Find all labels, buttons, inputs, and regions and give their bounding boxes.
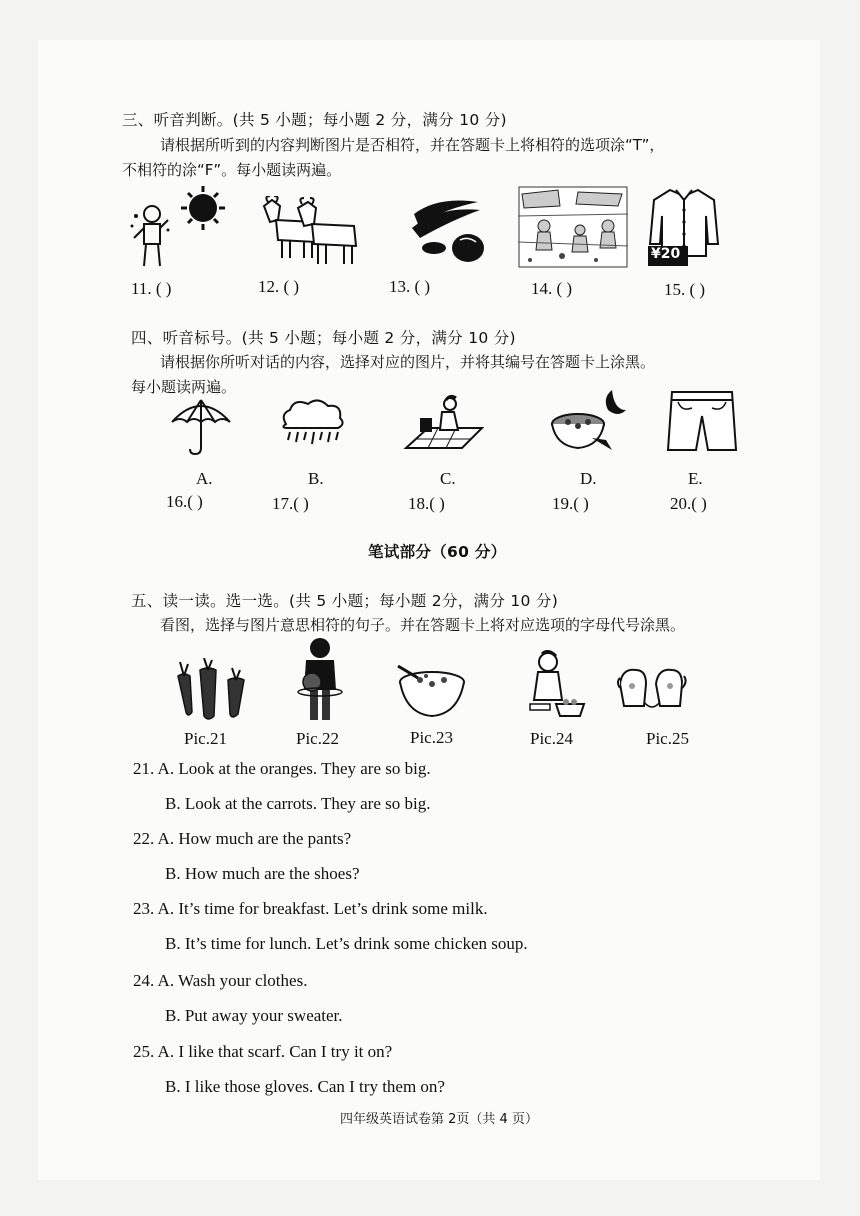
q21-option-a: 21. A. Look at the oranges. They are so big. — [133, 759, 431, 778]
soup-bowl-picture — [396, 662, 468, 720]
picnic-girl-picture — [402, 392, 484, 452]
goats-picture — [258, 196, 360, 266]
q21-option-b: B. Look at the carrots. They are so big. — [165, 794, 431, 813]
q25-option-a: 25. A. I like that scarf. Can I try it on? — [133, 1042, 393, 1061]
umbrella-picture — [168, 394, 234, 456]
q23-option-b: B. It’s time for lunch. Let’s drink some chicken soup. — [165, 934, 528, 953]
section-4-instruction-2: 每小题读两遍。 — [131, 378, 237, 396]
q13-label: 13. ( ) — [389, 277, 431, 296]
pic-21-label: Pic.21 — [184, 729, 227, 748]
q22-option-b: B. How much are the shoes? — [165, 864, 360, 883]
carrots-picture — [174, 658, 250, 722]
letter-d: D. — [580, 469, 597, 488]
q18-label: 18.( ) — [408, 494, 445, 513]
rain-cloud-picture — [276, 396, 348, 450]
section-5-instruction: 看图，选择与图片意思相符的句子。并在答题卡上将对应选项的字母代号涂黑。 — [160, 616, 686, 634]
boy-sun-picture — [130, 186, 225, 268]
letter-b: B. — [308, 469, 324, 488]
section-3-instruction-2: 不相符的涂“F”。每小题读两遍。 — [122, 161, 342, 179]
q14-label: 14. ( ) — [531, 279, 573, 298]
letter-a: A. — [196, 469, 213, 488]
pic-25-label: Pic.25 — [646, 729, 689, 748]
section-5-title: 五、读一读。选一选。(共 5 小题；每小题 2分，满分 10 分) — [131, 592, 559, 610]
gloves-picture — [616, 662, 694, 716]
section-3-title: 三、听音判断。(共 5 小题；每小题 2 分，满分 10 分) — [122, 111, 507, 129]
q15-label: 15. ( ) — [664, 280, 706, 299]
pic-22-label: Pic.22 — [296, 729, 339, 748]
letter-c: C. — [440, 469, 456, 488]
q12-label: 12. ( ) — [258, 277, 300, 296]
q24-option-a: 24. A. Wash your clothes. — [133, 971, 308, 990]
price-tag-text: ¥20 — [651, 246, 681, 262]
soup-moon-picture — [548, 388, 628, 454]
written-part-header: 笔试部分（60 分） — [368, 543, 507, 561]
boy-picture — [296, 636, 344, 724]
q17-label: 17.( ) — [272, 494, 309, 513]
pic-24-label: Pic.24 — [530, 729, 573, 748]
section-4-title: 四、听音标号。(共 5 小题；每小题 2 分，满分 10 分) — [131, 329, 516, 347]
q23-option-a: 23. A. It’s time for breakfast. Let’s drink some milk. — [133, 899, 488, 918]
q24-option-b: B. Put away your sweater. — [165, 1006, 343, 1025]
q19-label: 19.( ) — [552, 494, 589, 513]
section-3-instruction: 请根据所听到的内容判断图片是否相符，并在答题卡上将相符的选项涂“T”， — [160, 136, 665, 154]
q22-option-a: 22. A. How much are the pants? — [133, 829, 352, 848]
girl-washing-picture — [524, 650, 588, 722]
letter-e: E. — [688, 469, 703, 488]
section-4-instruction: 请根据你所听对话的内容，选择对应的图片，并将其编号在答题卡上涂黑。 — [160, 353, 656, 371]
vegetables-picture — [408, 194, 490, 268]
shorts-picture — [666, 388, 738, 454]
page-footer: 四年级英语试卷第 2页（共 4 页） — [340, 1112, 538, 1127]
playground-picture — [518, 186, 628, 268]
q25-option-b: B. I like those gloves. Can I try them on? — [165, 1077, 445, 1096]
q20-label: 20.( ) — [670, 494, 707, 513]
q16-label: 16.( ) — [166, 492, 203, 511]
q11-label: 11. ( ) — [131, 279, 172, 298]
pic-23-label: Pic.23 — [410, 728, 453, 747]
